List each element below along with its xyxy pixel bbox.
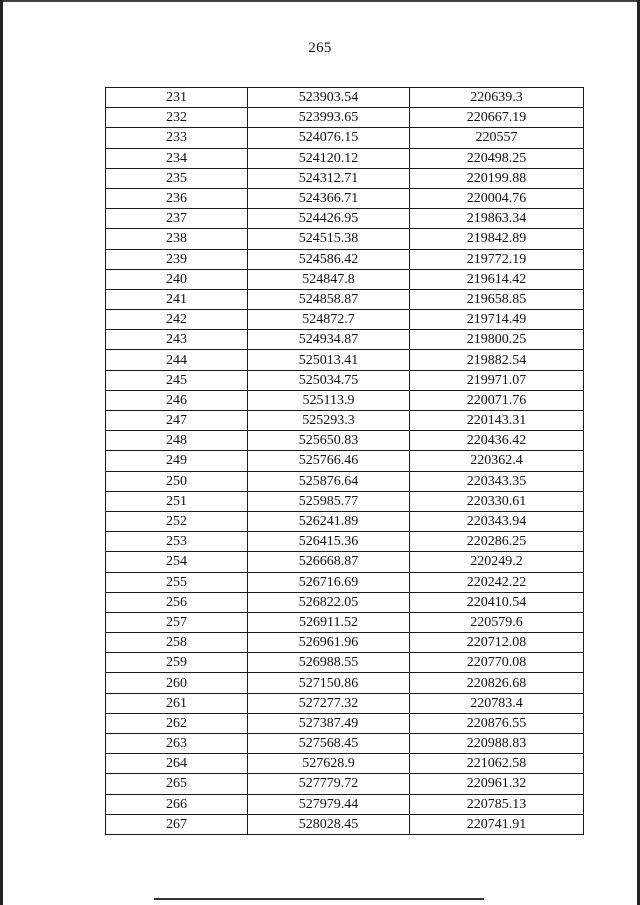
table-row xyxy=(106,774,584,794)
y-coordinate-cell: 220498.25 xyxy=(410,148,584,168)
point-number-cell: 237 xyxy=(106,209,248,229)
table-row xyxy=(106,269,584,289)
y-coordinate-cell: 220785.13 xyxy=(410,794,584,814)
x-coordinate-cell: 526911.52 xyxy=(248,612,410,632)
point-number-cell: 261 xyxy=(106,693,248,713)
y-coordinate-cell: 220826.68 xyxy=(410,673,584,693)
table-row xyxy=(106,188,584,208)
y-coordinate-cell: 220199.88 xyxy=(410,168,584,188)
point-number-cell: 264 xyxy=(106,754,248,774)
table-row xyxy=(106,350,584,370)
point-number-cell: 246 xyxy=(106,390,248,410)
bottom-rule xyxy=(154,898,484,900)
y-coordinate-cell: 220004.76 xyxy=(410,188,584,208)
y-coordinate-cell: 220712.08 xyxy=(410,633,584,653)
x-coordinate-cell: 524872.7 xyxy=(248,310,410,330)
point-number-cell: 243 xyxy=(106,330,248,350)
y-coordinate-cell: 220286.25 xyxy=(410,532,584,552)
x-coordinate-cell: 524847.8 xyxy=(248,269,410,289)
x-coordinate-cell: 524858.87 xyxy=(248,289,410,309)
table-row xyxy=(106,390,584,410)
point-number-cell: 236 xyxy=(106,188,248,208)
x-coordinate-cell: 525650.83 xyxy=(248,431,410,451)
y-coordinate-cell: 220410.54 xyxy=(410,592,584,612)
x-coordinate-cell: 526988.55 xyxy=(248,653,410,673)
y-coordinate-cell: 220143.31 xyxy=(410,411,584,431)
point-number-cell: 255 xyxy=(106,572,248,592)
point-number-cell: 254 xyxy=(106,552,248,572)
table-row xyxy=(106,88,584,108)
table-row xyxy=(106,713,584,733)
y-coordinate-cell: 220961.32 xyxy=(410,774,584,794)
table-row xyxy=(106,168,584,188)
table-row xyxy=(106,734,584,754)
x-coordinate-cell: 524586.42 xyxy=(248,249,410,269)
point-number-cell: 240 xyxy=(106,269,248,289)
y-coordinate-cell: 219658.85 xyxy=(410,289,584,309)
x-coordinate-cell: 524366.71 xyxy=(248,188,410,208)
y-coordinate-cell: 220249.2 xyxy=(410,552,584,572)
x-coordinate-cell: 524120.12 xyxy=(248,148,410,168)
x-coordinate-cell: 527150.86 xyxy=(248,673,410,693)
point-number-cell: 260 xyxy=(106,673,248,693)
coordinates-table xyxy=(105,87,584,835)
table-row xyxy=(106,229,584,249)
table-row xyxy=(106,633,584,653)
y-coordinate-cell: 220343.94 xyxy=(410,511,584,531)
table-row xyxy=(106,814,584,834)
x-coordinate-cell: 524076.15 xyxy=(248,128,410,148)
point-number-cell: 252 xyxy=(106,511,248,531)
y-coordinate-cell: 220579.6 xyxy=(410,612,584,632)
point-number-cell: 259 xyxy=(106,653,248,673)
x-coordinate-cell: 525034.75 xyxy=(248,370,410,390)
point-number-cell: 249 xyxy=(106,451,248,471)
table-row xyxy=(106,108,584,128)
table-row xyxy=(106,128,584,148)
point-number-cell: 231 xyxy=(106,88,248,108)
y-coordinate-cell: 220741.91 xyxy=(410,814,584,834)
table-row xyxy=(106,511,584,531)
y-coordinate-cell: 220242.22 xyxy=(410,572,584,592)
x-coordinate-cell: 526415.36 xyxy=(248,532,410,552)
y-coordinate-cell: 219863.34 xyxy=(410,209,584,229)
x-coordinate-cell: 528028.45 xyxy=(248,814,410,834)
point-number-cell: 233 xyxy=(106,128,248,148)
x-coordinate-cell: 526716.69 xyxy=(248,572,410,592)
point-number-cell: 235 xyxy=(106,168,248,188)
x-coordinate-cell: 524426.95 xyxy=(248,209,410,229)
y-coordinate-cell: 220988.83 xyxy=(410,734,584,754)
point-number-cell: 267 xyxy=(106,814,248,834)
y-coordinate-cell: 219800.25 xyxy=(410,330,584,350)
point-number-cell: 257 xyxy=(106,612,248,632)
table-row xyxy=(106,249,584,269)
y-coordinate-cell: 220557 xyxy=(410,128,584,148)
x-coordinate-cell: 524312.71 xyxy=(248,168,410,188)
y-coordinate-cell: 219614.42 xyxy=(410,269,584,289)
table-row xyxy=(106,612,584,632)
x-coordinate-cell: 526961.96 xyxy=(248,633,410,653)
y-coordinate-cell: 220071.76 xyxy=(410,390,584,410)
table-row xyxy=(106,693,584,713)
x-coordinate-cell: 527568.45 xyxy=(248,734,410,754)
x-coordinate-cell: 525876.64 xyxy=(248,471,410,491)
point-number-cell: 250 xyxy=(106,471,248,491)
table-row xyxy=(106,209,584,229)
x-coordinate-cell: 526241.89 xyxy=(248,511,410,531)
table-row xyxy=(106,552,584,572)
y-coordinate-cell: 220770.08 xyxy=(410,653,584,673)
scan-edge-left xyxy=(0,0,3,905)
y-coordinate-cell: 220343.35 xyxy=(410,471,584,491)
x-coordinate-cell: 525766.46 xyxy=(248,451,410,471)
point-number-cell: 247 xyxy=(106,411,248,431)
y-coordinate-cell: 219714.49 xyxy=(410,310,584,330)
table-row xyxy=(106,673,584,693)
x-coordinate-cell: 523903.54 xyxy=(248,88,410,108)
x-coordinate-cell: 525985.77 xyxy=(248,491,410,511)
x-coordinate-cell: 527277.32 xyxy=(248,693,410,713)
table-row xyxy=(106,471,584,491)
point-number-cell: 256 xyxy=(106,592,248,612)
table-row xyxy=(106,330,584,350)
point-number-cell: 263 xyxy=(106,734,248,754)
y-coordinate-cell: 220876.55 xyxy=(410,713,584,733)
x-coordinate-cell: 525293.3 xyxy=(248,411,410,431)
table-row xyxy=(106,532,584,552)
table-row xyxy=(106,431,584,451)
table-row xyxy=(106,653,584,673)
table-row xyxy=(106,148,584,168)
point-number-cell: 258 xyxy=(106,633,248,653)
y-coordinate-cell: 219882.54 xyxy=(410,350,584,370)
point-number-cell: 253 xyxy=(106,532,248,552)
point-number-cell: 234 xyxy=(106,148,248,168)
y-coordinate-cell: 220362.4 xyxy=(410,451,584,471)
point-number-cell: 262 xyxy=(106,713,248,733)
y-coordinate-cell: 220639.3 xyxy=(410,88,584,108)
y-coordinate-cell: 220330.61 xyxy=(410,491,584,511)
table-row xyxy=(106,491,584,511)
x-coordinate-cell: 524515.38 xyxy=(248,229,410,249)
point-number-cell: 241 xyxy=(106,289,248,309)
table-row xyxy=(106,310,584,330)
point-number-cell: 242 xyxy=(106,310,248,330)
coordinates-table-body xyxy=(106,88,584,835)
y-coordinate-cell: 220667.19 xyxy=(410,108,584,128)
point-number-cell: 239 xyxy=(106,249,248,269)
y-coordinate-cell: 219772.19 xyxy=(410,249,584,269)
page-number: 265 xyxy=(308,40,332,56)
table-row xyxy=(106,754,584,774)
y-coordinate-cell: 221062.58 xyxy=(410,754,584,774)
y-coordinate-cell: 220436.42 xyxy=(410,431,584,451)
point-number-cell: 244 xyxy=(106,350,248,370)
x-coordinate-cell: 523993.65 xyxy=(248,108,410,128)
point-number-cell: 245 xyxy=(106,370,248,390)
table-row xyxy=(106,289,584,309)
table-row xyxy=(106,592,584,612)
x-coordinate-cell: 527779.72 xyxy=(248,774,410,794)
point-number-cell: 232 xyxy=(106,108,248,128)
table-row xyxy=(106,370,584,390)
y-coordinate-cell: 219842.89 xyxy=(410,229,584,249)
y-coordinate-cell: 219971.07 xyxy=(410,370,584,390)
x-coordinate-cell: 527979.44 xyxy=(248,794,410,814)
x-coordinate-cell: 525113.9 xyxy=(248,390,410,410)
y-coordinate-cell: 220783.4 xyxy=(410,693,584,713)
x-coordinate-cell: 526822.05 xyxy=(248,592,410,612)
point-number-cell: 265 xyxy=(106,774,248,794)
x-coordinate-cell: 527628.9 xyxy=(248,754,410,774)
x-coordinate-cell: 525013.41 xyxy=(248,350,410,370)
scan-edge-top xyxy=(0,0,640,2)
x-coordinate-cell: 524934.87 xyxy=(248,330,410,350)
point-number-cell: 251 xyxy=(106,491,248,511)
point-number-cell: 238 xyxy=(106,229,248,249)
table-row xyxy=(106,411,584,431)
table-row xyxy=(106,572,584,592)
point-number-cell: 266 xyxy=(106,794,248,814)
point-number-cell: 248 xyxy=(106,431,248,451)
x-coordinate-cell: 526668.87 xyxy=(248,552,410,572)
table-row xyxy=(106,451,584,471)
table-row xyxy=(106,794,584,814)
x-coordinate-cell: 527387.49 xyxy=(248,713,410,733)
